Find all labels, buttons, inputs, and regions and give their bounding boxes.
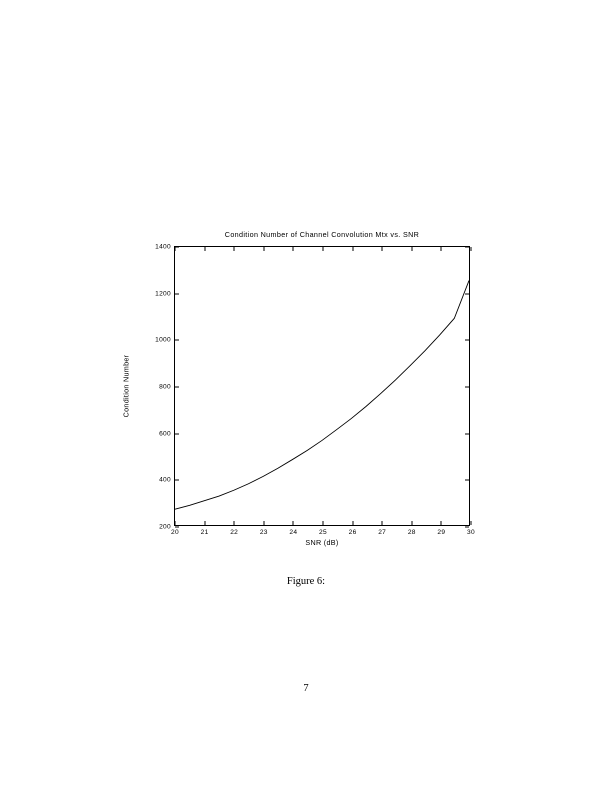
figure-caption: Figure 6: (286, 576, 326, 587)
page-number: 7 (303, 683, 309, 694)
y-tick-label: 400 (159, 476, 171, 484)
chart-figure (96, 228, 516, 547)
x-tick-label: 20 (171, 529, 179, 536)
y-tick-label: 600 (159, 430, 171, 438)
y-tick-mark (175, 527, 179, 528)
x-tick-label: 24 (289, 529, 298, 536)
chart-title: Condition Number of Channel Convolution Mtx vs. SNR (224, 230, 420, 239)
y-tick-mark (465, 527, 469, 528)
x-tick-label: 27 (378, 529, 387, 536)
x-tick-label: 26 (348, 529, 357, 536)
x-tick-mark (471, 521, 472, 525)
chart-series-layer (175, 247, 469, 525)
x-tick-label: 21 (200, 529, 209, 536)
plot-area (155, 243, 475, 536)
y-tick-label: 800 (159, 383, 171, 391)
x-axis-label: SNR (dB) (305, 538, 339, 547)
x-tick-label: 29 (437, 529, 446, 536)
x-tick-label: 25 (319, 529, 327, 536)
x-tick-label: 23 (259, 529, 268, 536)
figure-block (0, 228, 612, 587)
series-line-condition-number (175, 281, 469, 510)
y-tick-label: 1000 (155, 336, 171, 344)
y-tick-label: 200 (159, 523, 171, 531)
y-tick-label: 1200 (155, 290, 171, 298)
x-tick-label: 28 (407, 529, 416, 536)
x-tick-label: 22 (230, 529, 239, 536)
y-axis-label: Condition Number (121, 354, 131, 418)
y-tick-label: 1400 (155, 243, 171, 251)
x-tick-label: 30 (467, 529, 475, 536)
x-tick-mark (471, 247, 472, 251)
